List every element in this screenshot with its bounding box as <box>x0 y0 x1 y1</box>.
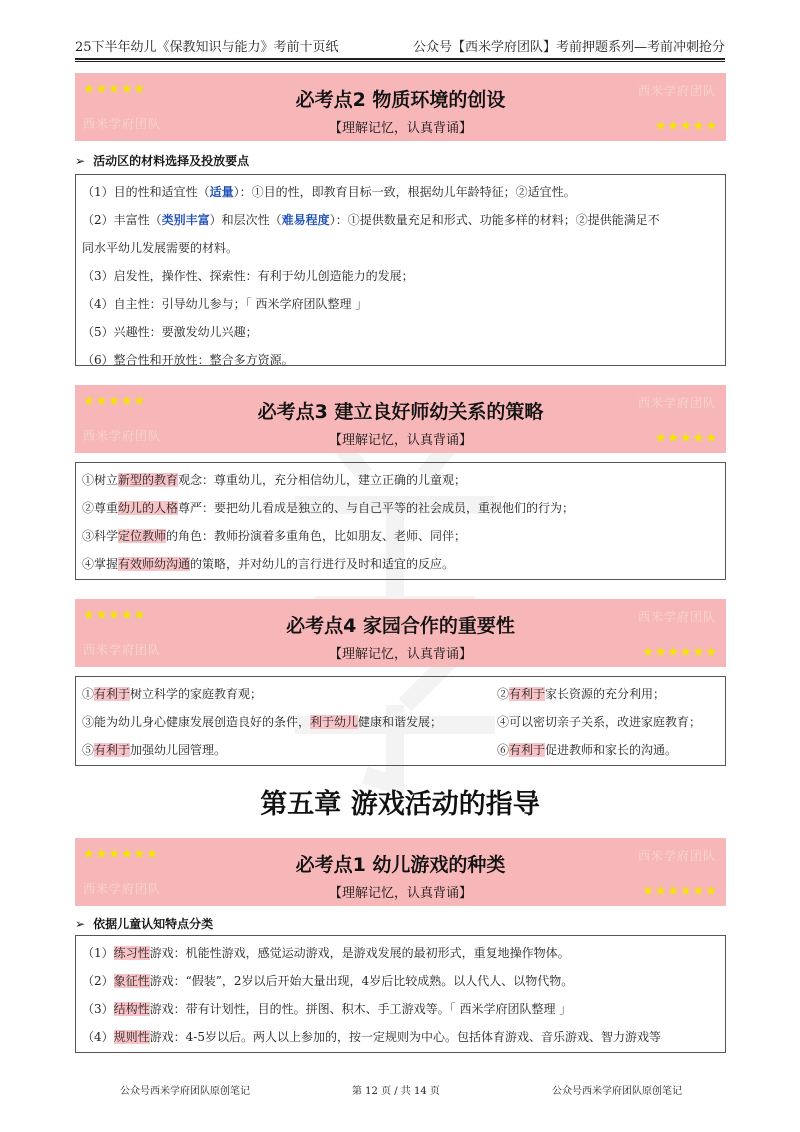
list-item: ④可以密切亲子关系，改进家庭教育； <box>497 715 702 729</box>
header-right: 公众号【西米学府团队】考前押题系列—考前冲刺抢分 <box>412 40 725 55</box>
banner-watermark: 西米学府团队 <box>637 396 716 410</box>
sec2-heading-text: 活动区的材料选择及投放要点 <box>93 154 250 168</box>
banner-sec3 <box>75 385 726 453</box>
banner-watermark: 西米学府团队 <box>637 849 716 863</box>
list-item: ⑥有利于促进教师和家长的沟通。 <box>497 743 678 757</box>
list-item: （6）整合性和开放性：整合多方资源。 <box>82 353 294 367</box>
stars-decoration: ★★★★★ <box>654 431 718 446</box>
stars-decoration: ★★★★★ <box>83 608 147 623</box>
banner-sec5 <box>75 838 726 906</box>
page-number: 第 12 页 / 共 14 页 <box>352 1086 440 1097</box>
list-item: （4）规则性游戏：4-5岁以后。两人以上参加的，按一定规则为中心。包括体育游戏、音乐游戏、智力游戏等 <box>82 1030 661 1044</box>
sec5-subtitle: 【理解记忆，认真背诵】 <box>328 886 472 901</box>
chapter-title: 第五章 游戏活动的指导 <box>260 789 540 820</box>
list-item-continuation: 同水平幼儿发展需要的材料。 <box>82 241 239 255</box>
list-item: （3）启发性，操作性、探索性：有利于幼儿创造能力的发展； <box>82 269 414 283</box>
stars-decoration: ★★★★★ <box>83 394 147 409</box>
list-item: ①树立新型的教育观念：尊重幼儿，充分相信幼儿，建立正确的儿童观； <box>82 473 467 487</box>
list-item: （2）象征性游戏：“假装”，2岁以后开始大量出现，4岁后比较成熟。以人代人、以物代物。 <box>82 974 574 988</box>
footer-left: 公众号西米学府团队原创笔记 <box>120 1086 250 1097</box>
banner-watermark: 西米学府团队 <box>83 882 162 896</box>
arrow-bullet-icon: ➢ <box>75 917 86 931</box>
list-item: （3）结构性游戏：带有计划性，目的性。拼图、积木、手工游戏等。「 西米学府团队整理 」 <box>82 1002 572 1016</box>
list-item: ③能为幼儿身心健康发展创造良好的条件，利于幼儿健康和谐发展； <box>82 715 443 729</box>
banner-watermark: 西米学府团队 <box>83 643 162 657</box>
banner-watermark: 西米学府团队 <box>637 84 716 98</box>
sec5-heading-text: 依据儿童认知特点分类 <box>93 917 214 931</box>
stars-decoration: ★★★★★★ <box>642 645 718 660</box>
stars-decoration: ★★★★★★ <box>83 847 159 862</box>
sec4-subtitle: 【理解记忆，认真背诵】 <box>328 647 472 662</box>
banner-sec2 <box>75 73 726 141</box>
arrow-bullet-icon: ➢ <box>75 154 86 168</box>
footer-right: 公众号西米学府团队原创笔记 <box>552 1086 682 1097</box>
sec5-title: 必考点1 幼儿游戏的种类 <box>295 854 506 876</box>
sec3-content-box <box>75 462 726 580</box>
list-item: （4）自主性：引导幼儿参与；「 西米学府团队整理 」 <box>82 297 368 311</box>
banner-watermark: 西米学府团队 <box>83 117 162 131</box>
list-item: （5）兴趣性：要激发幼儿兴趣； <box>82 325 258 339</box>
list-item: ③科学定位教师的角色：教师扮演着多重角色，比如朋友、老师、同伴； <box>82 529 467 543</box>
list-item: ①有利于树立科学的家庭教育观； <box>82 687 263 701</box>
banner-watermark: 西米学府团队 <box>83 429 162 443</box>
sec5-content-box <box>75 935 726 1053</box>
sec2-title: 必考点2 物质环境的创设 <box>295 89 506 111</box>
list-item: ②有利于家长资源的充分利用； <box>497 687 666 701</box>
sec4-content-box <box>75 676 726 766</box>
list-item: ⑤有利于加强幼儿园管理。 <box>82 743 227 757</box>
sec2-content-box <box>75 174 726 366</box>
list-item: （2）丰富性（类别丰富）和层次性（难易程度）：①提供数量充足和形式、功能多样的材料；②提供能满足不 <box>82 213 660 227</box>
sec2-heading <box>75 152 249 169</box>
stars-decoration: ★★★★★ <box>654 119 718 134</box>
header-left: 25下半年幼儿《保教知识与能力》考前十页纸 <box>75 40 339 55</box>
header-rule <box>75 58 725 62</box>
sec3-subtitle: 【理解记忆，认真背诵】 <box>328 433 472 448</box>
banner-watermark: 西米学府团队 <box>637 610 716 624</box>
sec5-heading <box>75 915 213 932</box>
sec4-title: 必考点4 家园合作的重要性 <box>286 615 515 637</box>
list-item: （1）练习性游戏：机能性游戏，感觉运动游戏，是游戏发展的最初形式，重复地操作物体。 <box>82 946 570 960</box>
list-item: ②尊重幼儿的人格尊严：要把幼儿看成是独立的、与自己平等的社会成员，重视他们的行为； <box>82 501 575 515</box>
banner-sec4 <box>75 599 726 667</box>
sec3-title: 必考点3 建立良好师幼关系的策略 <box>257 401 544 423</box>
page-header <box>75 36 725 58</box>
list-item: （1）目的性和适宜性（适量）：①目的性，即教育目标一致，根据幼儿年龄特征；②适宜性。 <box>82 185 576 199</box>
sec2-subtitle: 【理解记忆，认真背诵】 <box>328 121 472 136</box>
stars-decoration: ★★★★★ <box>83 82 147 97</box>
stars-decoration: ★★★★★★ <box>642 884 718 899</box>
list-item: ④掌握有效师幼沟通的策略，并对幼儿的言行进行及时和适宜的反应。 <box>82 557 455 571</box>
